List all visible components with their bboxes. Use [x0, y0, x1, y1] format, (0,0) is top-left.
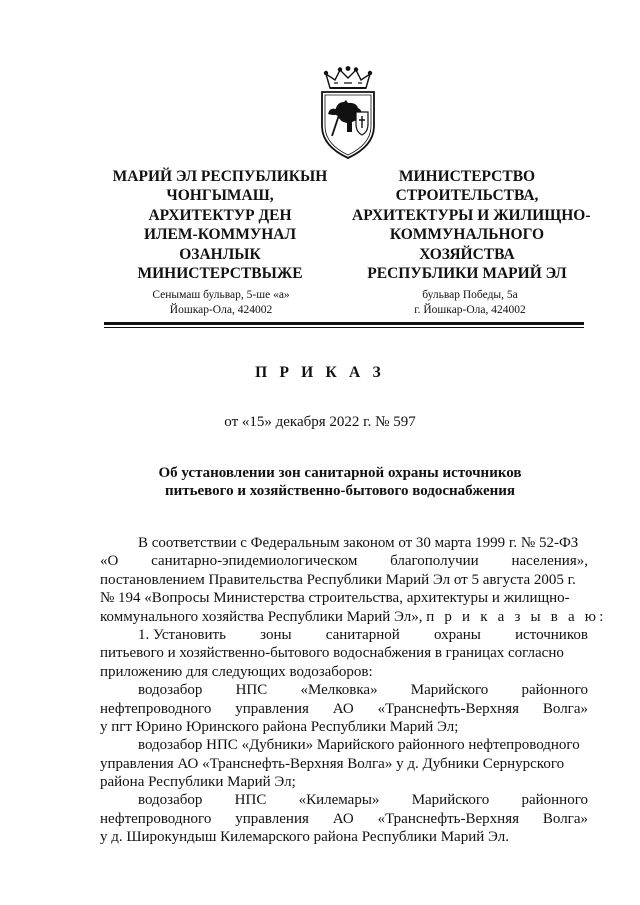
org-line: АРХИТЕКТУРЫ И ЖИЛИЩНО- — [352, 206, 591, 224]
body-line-justified — [100, 791, 588, 809]
word: АО — [332, 700, 354, 717]
word: источников — [515, 626, 588, 643]
word: районного — [521, 682, 588, 699]
address-line: г. Йошкар-Ола, 424002 — [414, 303, 526, 316]
word: «О — [100, 553, 119, 570]
body-line-justified — [100, 810, 588, 828]
body-line-justified — [100, 681, 588, 699]
coat-of-arms-icon — [316, 66, 380, 162]
word: населения», — [511, 553, 588, 570]
body-line: № 194 «Вопросы Министерства строительства, архитектуры и жилищно- — [100, 590, 570, 607]
body-line-justified — [100, 626, 588, 644]
document-body — [100, 534, 607, 847]
body-line: водозабор НПС «Дубники» Марийского районного нефтепроводного — [138, 737, 580, 754]
org-line: ОЗАНЛЫК — [179, 245, 261, 263]
address-line: бульвар Победы, 5а — [422, 289, 518, 301]
org-name-russian — [352, 167, 591, 283]
word: Волга» — [542, 810, 588, 827]
org-line: РЕСПУБЛИКИ МАРИЙ ЭЛ — [367, 265, 567, 283]
word: «Килемары» — [298, 792, 380, 809]
body-line-justified — [100, 700, 588, 718]
word: водозабор — [138, 682, 203, 699]
address-mari — [116, 288, 326, 317]
org-line: КОММУНАЛЬНОГО — [389, 226, 545, 244]
body-line: постановлением Правительства Республики Марий Эл от 5 августа 2005 г. — [100, 571, 576, 588]
body-line: питьевого и хозяйственно-бытового водоснабжения в границах согласно — [100, 645, 564, 662]
word: управления — [235, 810, 309, 827]
org-line: СТРОИТЕЛЬСТВА, — [395, 187, 539, 205]
org-line: МИНИСТЕРСТВЫЖЕ — [137, 265, 303, 283]
word: районного — [521, 792, 588, 809]
word: АО — [332, 810, 354, 827]
word: нефтепроводного — [100, 810, 212, 827]
body-line — [100, 608, 607, 626]
org-line: ХОЗЯЙСТВА — [419, 245, 515, 263]
body-line: района Республики Марий Эл; — [100, 774, 296, 791]
document-subject — [100, 464, 580, 501]
coat-of-arms-emblem — [316, 66, 380, 162]
org-line: ИЛЕМ-КОММУНАЛ — [143, 226, 297, 244]
body-line: управления АО «Транснефть-Верхняя Волга» у д. Дубники Сернурского — [100, 755, 565, 772]
org-name-mari — [98, 167, 342, 283]
body-line: у д. Широкундыш Килемарского района Республики Марий Эл. — [100, 829, 509, 846]
word: НПС — [235, 682, 268, 699]
word: Марийского — [410, 682, 489, 699]
document-type: П Р И К А З — [255, 364, 385, 381]
org-line: МИНИСТЕРСТВО — [398, 168, 536, 185]
header-divider-thin — [104, 327, 584, 328]
address-russian — [372, 288, 568, 317]
body-text: коммунального хозяйства Республики Марий Эл», — [100, 608, 423, 625]
document-date-number: от «15» декабря 2022 г. № 597 — [224, 414, 416, 430]
word: Марийского — [411, 792, 490, 809]
subject-line: Об установлении зон санитарной охраны источников — [158, 465, 522, 481]
word: 1. Установить — [138, 626, 226, 643]
address-line: Йошкар-Ола, 424002 — [169, 303, 273, 316]
word: зоны — [260, 626, 292, 643]
word: «Транснефть-Верхняя — [377, 810, 519, 827]
word: НПС — [234, 792, 267, 809]
subject-line: питьевого и хозяйственно-бытового водоснабжения — [164, 483, 516, 500]
org-line: АРХИТЕКТУР ДЕН — [148, 206, 292, 224]
word: «Мелковка» — [300, 682, 378, 699]
org-line: МАРИЙ ЭЛ РЕСПУБЛИКЫН — [112, 168, 328, 185]
word: охраны — [433, 626, 481, 643]
body-line: приложению для следующих водозаборов: — [100, 663, 373, 680]
body-line: у пгт Юрино Юринского района Республики Марий Эл; — [100, 718, 459, 735]
order-verb: п р и к а з ы в а ю: — [426, 608, 607, 625]
word: Волга» — [542, 700, 588, 717]
word: водозабор — [138, 792, 203, 809]
word: управления — [235, 700, 309, 717]
body-line-justified — [100, 552, 588, 570]
word: санитарной — [325, 626, 400, 643]
address-line: Сенымаш бульвар, 5-ше «а» — [152, 289, 290, 301]
word: санитарно-эпидемиологическом — [151, 553, 358, 570]
org-line: ЧОНГЫМАШ, — [166, 187, 274, 205]
word: нефтепроводного — [100, 700, 212, 717]
word: благополучии — [390, 553, 479, 570]
body-line: В соответствии с Федеральным законом от 30 марта 1999 г. № 52-ФЗ — [138, 535, 579, 551]
word: «Транснефть-Верхняя — [377, 700, 519, 717]
header-divider-thick — [104, 322, 584, 325]
